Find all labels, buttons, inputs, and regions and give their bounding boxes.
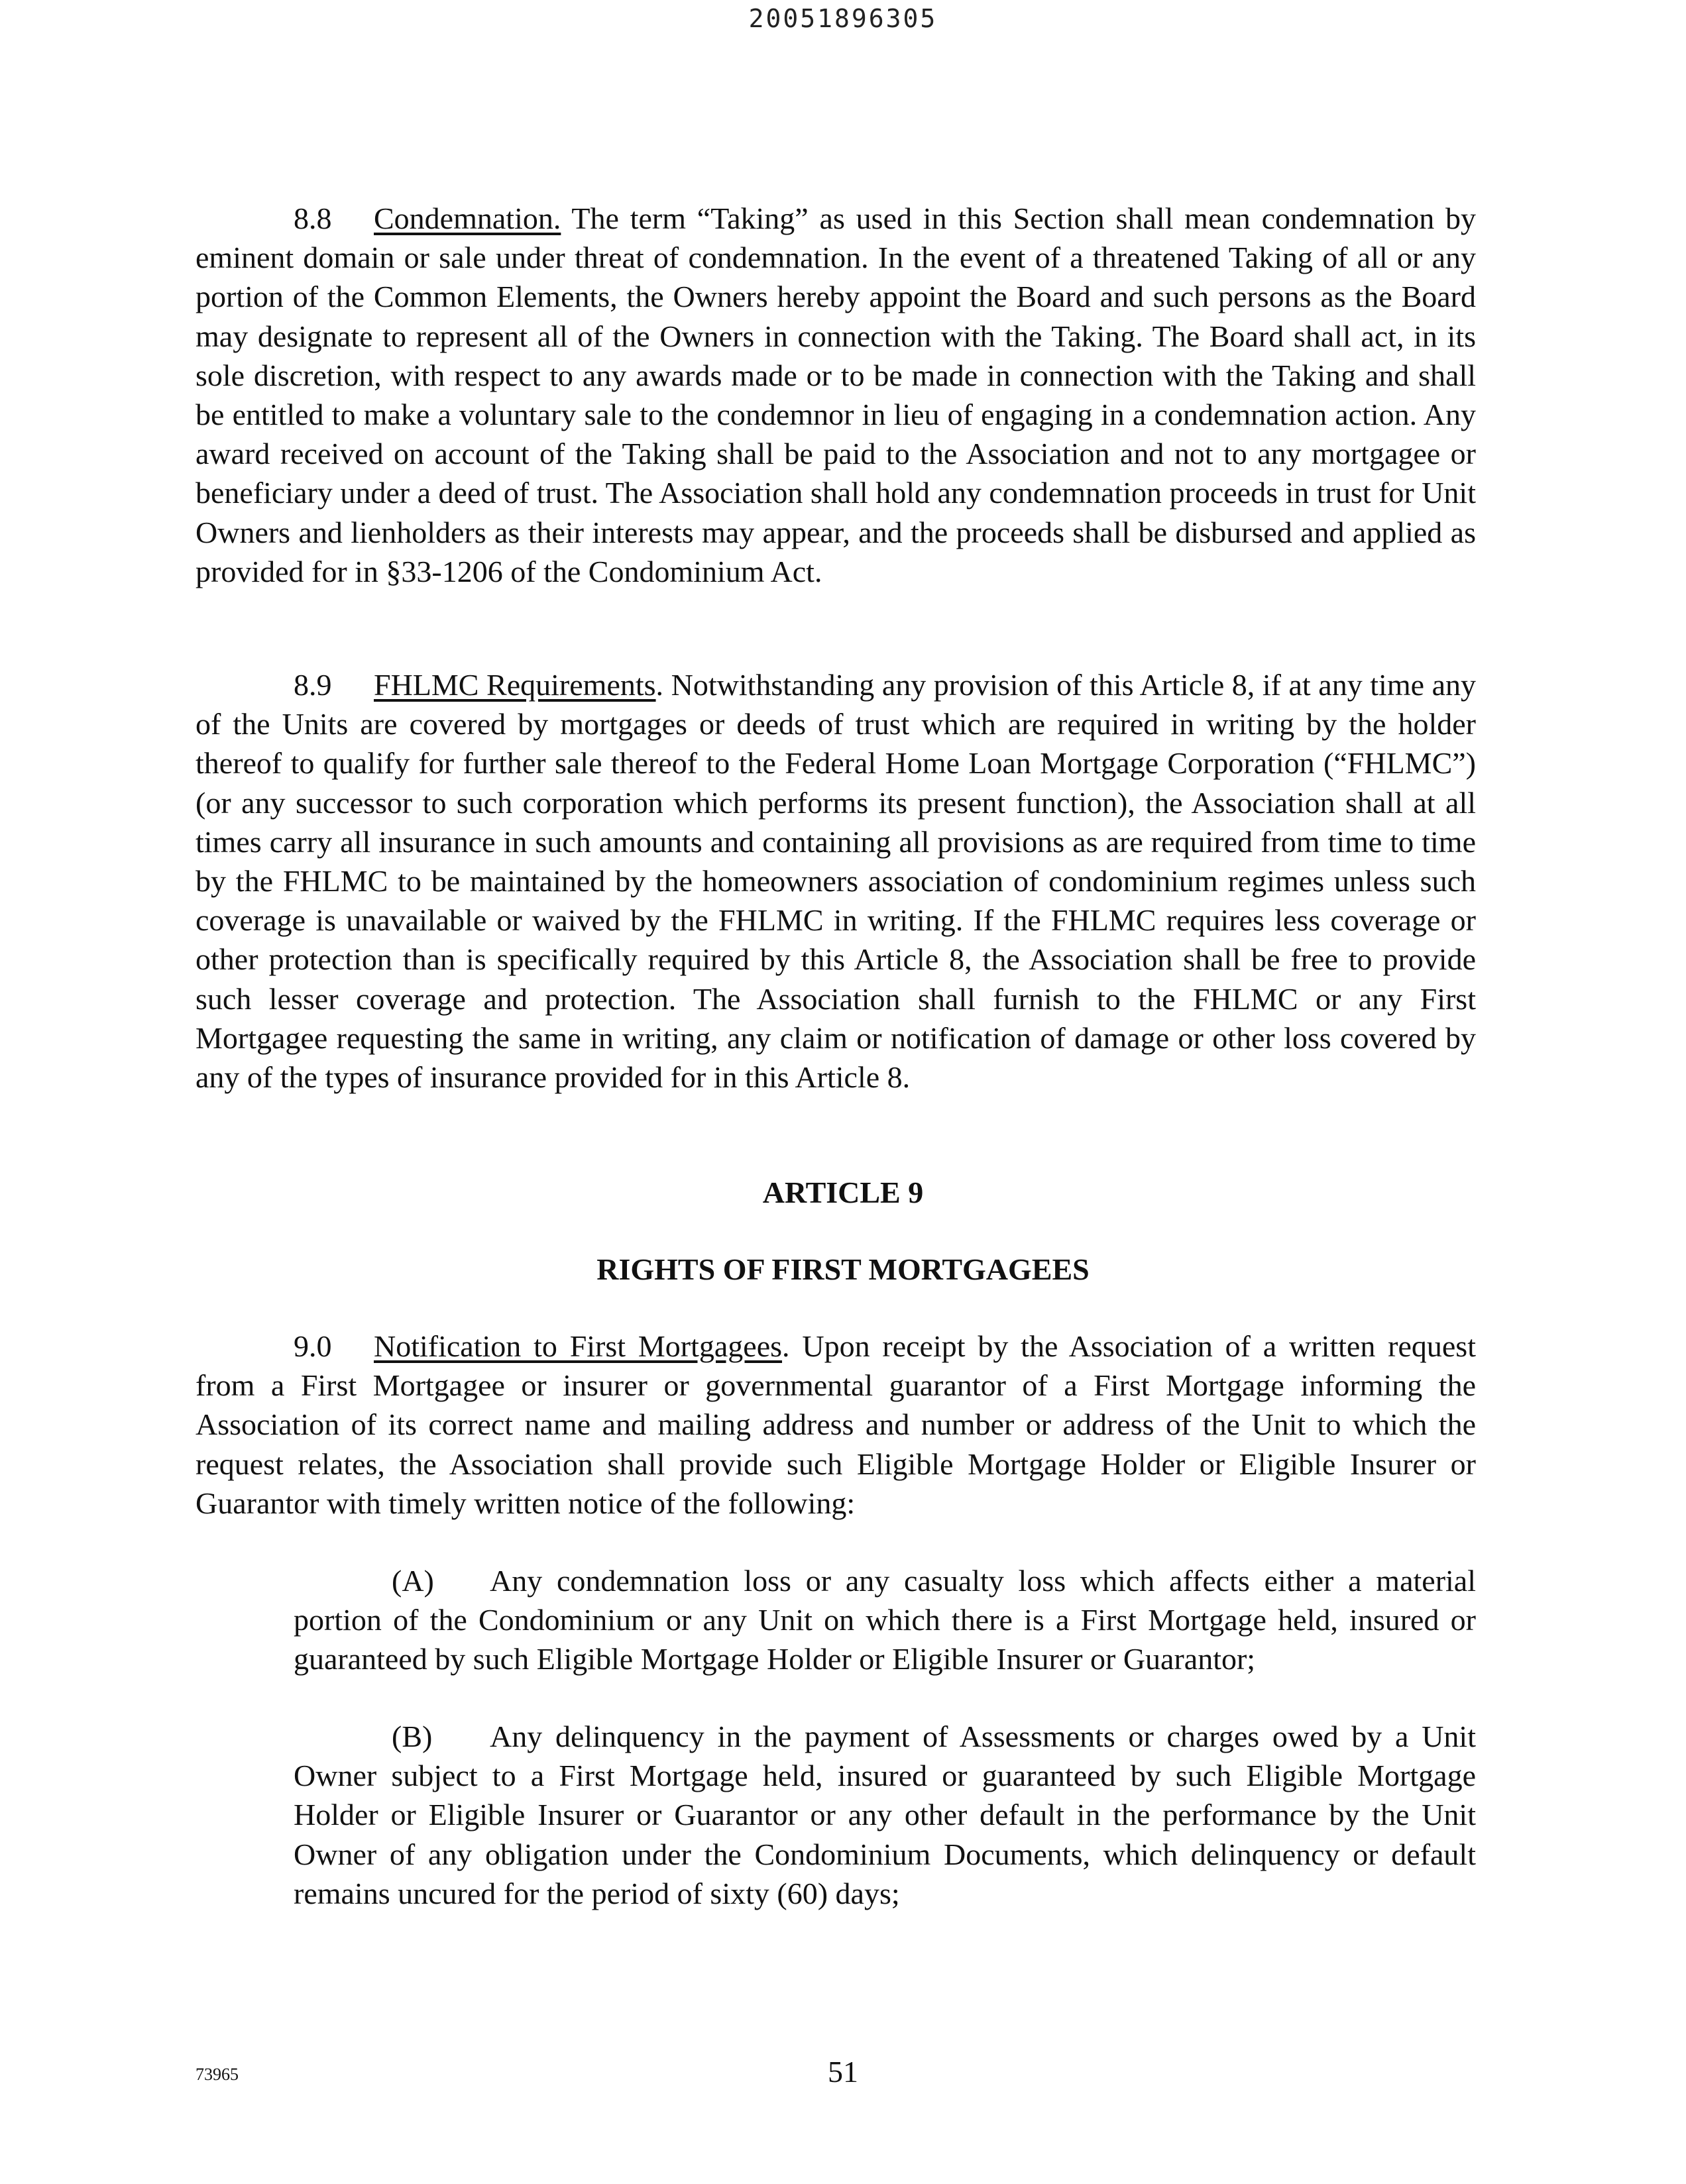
document-number: 20051896305 xyxy=(748,4,938,33)
article-heading: ARTICLE 9 xyxy=(762,1175,924,1209)
footer-document-id: 73965 xyxy=(196,2065,239,2084)
section-8-9-paragraph xyxy=(196,665,1476,1097)
page-number: 51 xyxy=(828,2055,858,2089)
section-body: . Upon receipt by the Association of a written request from a First Mortgagee or insurer or governmental guarantor of a First Mortgage informing the Association of its correct name and mailing address and number or address of the Unit to which the request relates, the Association shall provide such Eligible Mortgage Holder or Eligible Insurer or Guarantor with timely written notice of the following: xyxy=(196,1329,1476,1520)
item-a-paragraph xyxy=(294,1561,1476,1679)
item-label: (A) xyxy=(392,1564,434,1598)
item-label: (B) xyxy=(392,1720,433,1753)
section-title: FHLMC Requirements xyxy=(374,668,656,702)
section-title: Condemnation. xyxy=(374,201,561,235)
section-title: Notification to First Mortgagees xyxy=(374,1329,783,1363)
item-b-paragraph xyxy=(294,1717,1476,1913)
item-body: Any condemnation loss or any casualty loss which affects either a material portion of the Condominium or any Unit on which there is a First Mortgage held, insured or guaranteed by such Eligible Mortgage Holder or Eligible Insurer or Guarantor; xyxy=(294,1564,1476,1676)
article-subheading: RIGHTS OF FIRST MORTGAGEES xyxy=(596,1252,1090,1286)
section-body: . Notwithstanding any provision of this Article 8, if at any time any of the Units are covered by mortgages or deeds of trust which are required in writing by the holder thereof to qualify for further sale thereof to the Federal Home Loan Mortgage Corporation (“FHLMC”) (or any successor to such corporation which performs its present function), the Association shall at all times carry all insurance in such amounts and containing all provisions as are required from time to time by the FHLMC to be maintained by the homeowners association of condominium regimes unless such coverage is unavailable or waived by the FHLMC in writing. If the FHLMC requires less coverage or other protection than is specifically required by this Article 8, the Association shall be free to provide such lesser coverage and protection. The Association shall furnish to the FHLMC or any First Mortgagee requesting the same in writing, any claim or notification of damage or other loss covered by any of the types of insurance provided for in this Article 8. xyxy=(196,668,1476,1095)
item-body: Any delinquency in the payment of Assessments or charges owed by a Unit Owner subject to a First Mortgage held, insured or guaranteed by such Eligible Mortgage Holder or Eligible Insurer or Guarantor or any other default in the performance by the Unit Owner of any obligation under the Condominium Documents, which delinquency or default remains uncured for the period of sixty (60) days; xyxy=(294,1720,1476,1910)
section-number: 9.0 xyxy=(294,1329,332,1363)
section-number: 8.9 xyxy=(294,668,332,702)
section-body: The term “Taking” as used in this Section shall mean condemnation by eminent domain or sale under threat of condemnation. In the event of a threatened Taking of all or any portion of the Common Elements, the Owners hereby appoint the Board and such persons as the Board may designate to represent all of the Owners in connection with the Taking. The Board shall act, in its sole discretion, with respect to any awards made or to be made in connection with the Taking and shall be entitled to make a voluntary sale to the condemnor in lieu of engaging in a condemnation action. Any award received on account of the Taking shall be paid to the Association and not to any mortgagee or beneficiary under a deed of trust. The Association shall hold any condemnation proceeds in trust for Unit Owners and lienholders as their interests may appear, and the proceeds shall be disbursed and applied as provided for in §33-1206 of the Condominium Act. xyxy=(196,201,1477,588)
section-8-8-paragraph xyxy=(196,199,1476,591)
section-number: 8.8 xyxy=(294,201,332,235)
section-9-0-paragraph xyxy=(196,1327,1476,1523)
